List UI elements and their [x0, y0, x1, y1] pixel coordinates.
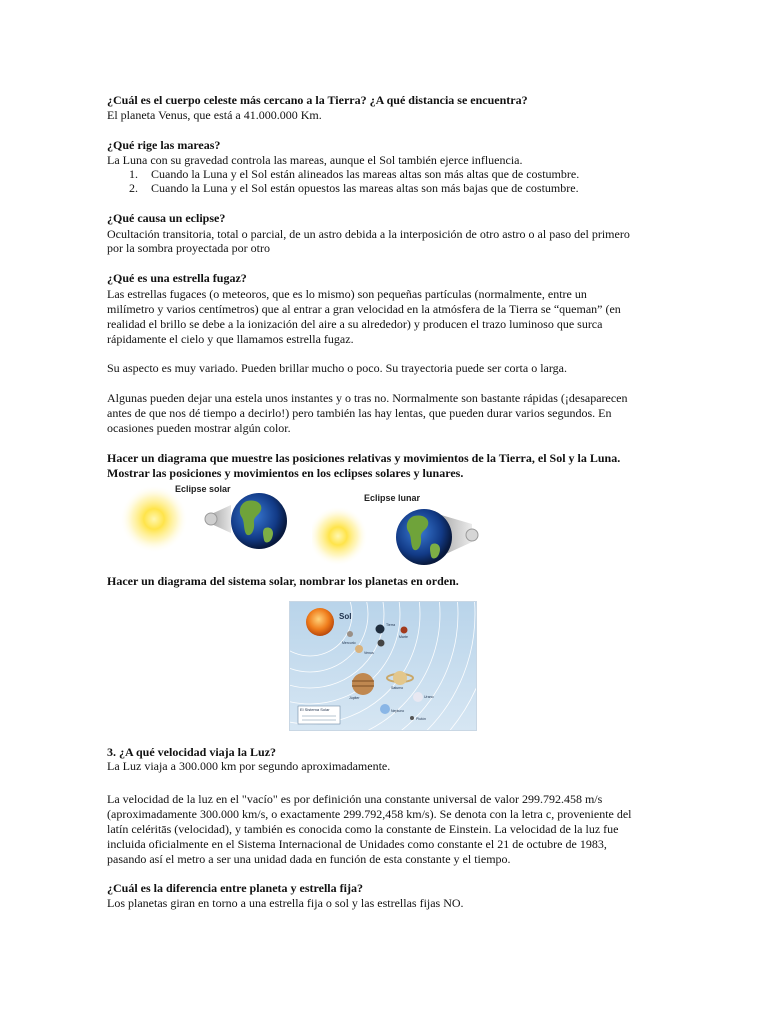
lunar-eclipse-figure — [312, 490, 484, 570]
planet-label: Plutón — [416, 717, 426, 721]
paragraph-line: realidad el brillo se debe a la ionización del aire a su alrededor) y producen el trazo luminoso que surca — [107, 317, 603, 331]
mercury-icon — [347, 631, 353, 637]
paragraph-line: pasando así el metro a ser una unidad dada en función de esta constante y el tiempo. — [107, 852, 511, 866]
uranus-icon — [413, 692, 423, 702]
solar-system-figure — [289, 601, 477, 731]
earth-icon — [231, 493, 287, 549]
mars-icon — [378, 640, 385, 647]
solar-eclipse-label: Eclipse solar — [175, 484, 231, 494]
question-shooting-star: ¿Qué es una estrella fugaz? — [107, 271, 247, 285]
answer-eclipse-line: por la sombra proyectada por otro — [107, 241, 270, 255]
question-planet-vs-star: ¿Cuál es la diferencia entre planeta y estrella fija? — [107, 881, 363, 895]
sun-label: Sol — [339, 612, 352, 621]
planet-label: Júpiter — [349, 696, 360, 700]
jupiter-icon — [352, 673, 374, 695]
list-item: Cuando la Luna y el Sol están opuestos las mareas altas son más bajas que de costumbre. — [151, 181, 579, 195]
question-light-speed: 3. ¿A qué velocidad viaja la Luz? — [107, 745, 277, 759]
answer-light-speed: La Luz viaja a 300.000 km por segundo aproximadamente. — [107, 759, 391, 773]
paragraph-line: La velocidad de la luz en el "vacío" es por definición una constante universal de valor 299.792.458 m/s — [107, 792, 603, 806]
heading-eclipses: Mostrar las posiciones y movimientos en los eclipses solares y lunares. — [107, 466, 464, 480]
mars-red-icon — [401, 627, 408, 634]
planet-label: Neptuno — [391, 709, 405, 713]
planet-label: Saturno — [391, 686, 404, 690]
moon-icon — [205, 513, 217, 525]
answer-planet-vs-star: Los planetas giran en torno a una estrella fija o sol y las estrellas fijas NO. — [107, 896, 464, 910]
pluto-icon — [410, 716, 414, 720]
lunar-eclipse-label: Eclipse lunar — [364, 493, 421, 503]
list-item-number: 2. — [129, 181, 138, 195]
paragraph-line: incluida oficialmente en el Sistema Internacional de Unidades como constante el 21 de octubre de 1983, — [107, 837, 607, 851]
question-tides: ¿Qué rige las mareas? — [107, 138, 221, 152]
paragraph-line: latín celéritās (velocidad), y también es conocida como la constante de Einstein. La velocidad de la luz fue — [107, 822, 619, 836]
paragraph-line: antes de que nos dé tiempo a decirlo!) pero también las hay lentas, que pueden durar varios segundos. En — [107, 406, 612, 420]
earth-icon — [396, 509, 452, 565]
paragraph-line: ocasiones pueden mostrar algún color. — [107, 421, 291, 435]
paragraph-line: milímetro y varios centímetros) que al entrar a gran velocidad en la atmósfera de la Tierra se “queman” (en — [107, 302, 621, 316]
planet-label: Tierra — [386, 623, 396, 627]
neptune-icon — [380, 704, 390, 714]
heading-solar-system: Hacer un diagrama del sistema solar, nombrar los planetas en orden. — [107, 574, 459, 588]
answer-nearest-body: El planeta Venus, que está a 41.000.000 Km. — [107, 108, 322, 122]
saturn-icon — [393, 671, 407, 685]
earth-icon — [376, 625, 385, 634]
list-item: Cuando la Luna y el Sol están alineados las mareas altas son más altas que de costumbre. — [151, 167, 580, 181]
sun-icon — [306, 608, 334, 636]
paragraph-line: (aproximadamente 300.000 km/s, o exactamente 299.792,458 km/s). Se denota con la letra c, proveniente del — [107, 807, 632, 821]
planet-label: Urano — [424, 695, 434, 699]
planet-label: Mercurio — [342, 641, 356, 645]
planet-label: Marte — [399, 635, 408, 639]
sun-icon — [120, 485, 188, 553]
answer-eclipse-line: Ocultación transitoria, total o parcial, de un astro debida a la interposición de otro astro o al paso del primero — [107, 227, 630, 241]
paragraph-line: Las estrellas fugaces (o meteoros, que es lo mismo) son pequeñas partículas (normalmente, entre un — [107, 287, 587, 301]
list-item-number: 1. — [129, 167, 138, 181]
solar-eclipse-figure — [107, 483, 312, 555]
question-eclipse: ¿Qué causa un eclipse? — [107, 211, 226, 225]
question-nearest-body: ¿Cuál es el cuerpo celeste más cercano a la Tierra? ¿A qué distancia se encuentra? — [107, 93, 528, 107]
heading-earth-sun-moon: Hacer un diagrama que muestre las posiciones relativas y movimientos de la Tierra, el Sol y la Luna. — [107, 451, 621, 465]
moon-icon — [466, 529, 478, 541]
sun-icon — [312, 506, 368, 566]
planet-label: Venus — [364, 651, 374, 655]
paragraph-line: rápidamente el cielo y que llamamos estrella fugaz. — [107, 332, 354, 346]
paragraph: Su aspecto es muy variado. Pueden brillar mucho o poco. Su trayectoria puede ser corta o larga. — [107, 361, 567, 375]
answer-tides: La Luna con su gravedad controla las mareas, aunque el Sol también ejerce influencia. — [107, 153, 523, 167]
paragraph-line: Algunas pueden dejar una estela unos instantes y o tras no. Normalmente son bastante rápidas (¡desaparecen — [107, 391, 628, 405]
venus-icon — [355, 645, 363, 653]
legend-box-title: El Sistema Solar — [300, 707, 330, 712]
